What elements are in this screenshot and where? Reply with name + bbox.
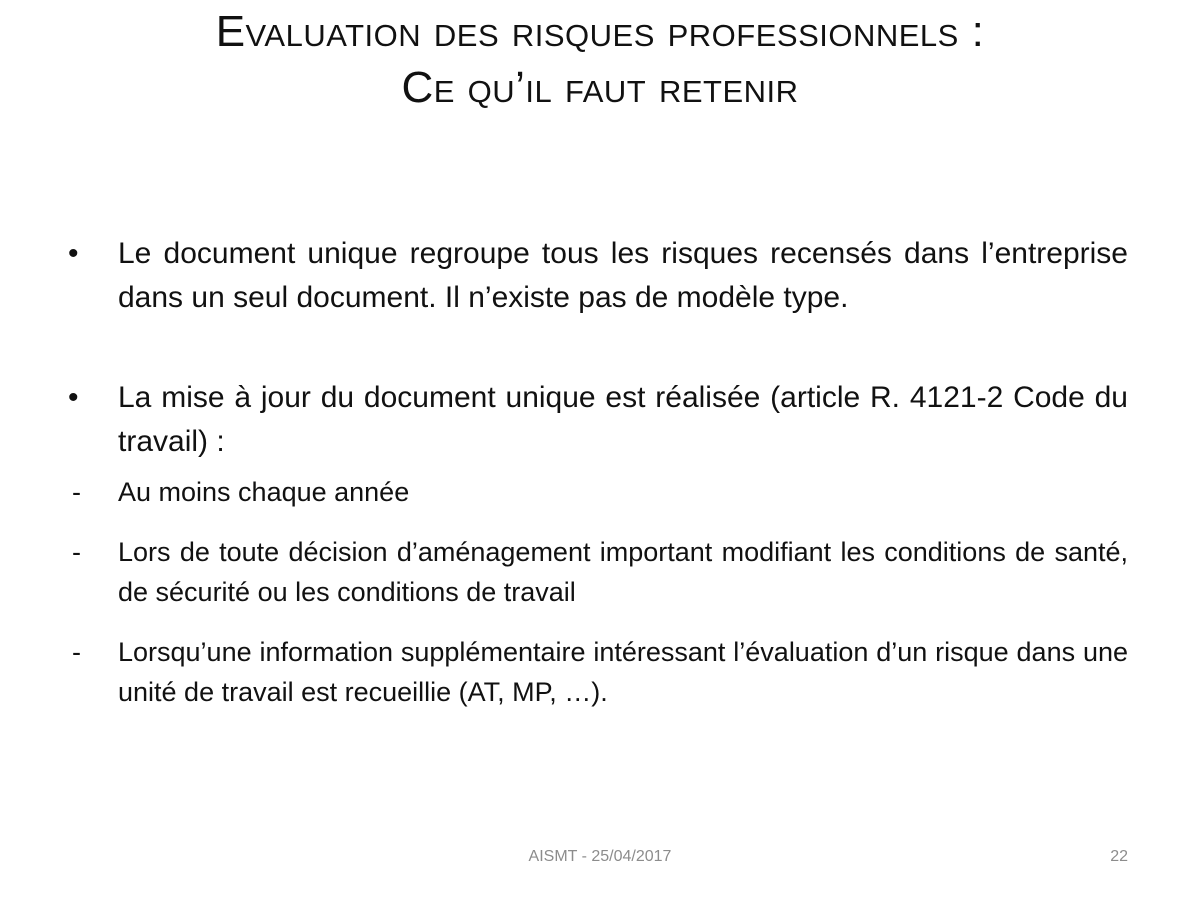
page-number: 22 bbox=[1110, 848, 1128, 865]
dash-marker: - bbox=[72, 537, 81, 567]
dash-item bbox=[68, 472, 1128, 512]
bullet-item bbox=[68, 376, 1128, 464]
bullet-marker: • bbox=[68, 237, 79, 270]
footer-date: AISMT - 25/04/2017 bbox=[528, 848, 672, 865]
bullet-text: La mise à jour du document unique est réalisée (article R. 4121-2 Code du travail) : bbox=[118, 381, 1128, 458]
bullet-text: Le document unique regroupe tous les risques recensés dans l’entreprise dans un seul document. Il n’existe pas de modèle type. bbox=[118, 237, 1128, 314]
dash-item bbox=[68, 632, 1128, 712]
dash-item bbox=[68, 532, 1128, 612]
dash-marker: - bbox=[72, 637, 81, 667]
dash-text: Lorsqu’une information supplémentaire intéressant l’évaluation d’un risque dans une unité de travail est recueillie (AT, MP, …). bbox=[118, 637, 1128, 707]
dash-text: Lors de toute décision d’aménagement important modifiant les conditions de santé, de sécurité ou les conditions de travail bbox=[118, 537, 1128, 607]
slide-content bbox=[68, 232, 1128, 712]
slide-title bbox=[60, 4, 1140, 116]
title-line-2: Ce qu’il faut retenir bbox=[401, 63, 799, 112]
title-line-1: Evaluation des risques professionnels : bbox=[215, 7, 985, 56]
dash-text: Au moins chaque année bbox=[118, 477, 410, 507]
bullet-item bbox=[68, 232, 1128, 320]
dash-marker: - bbox=[72, 477, 81, 507]
bullet-marker: • bbox=[68, 381, 79, 414]
